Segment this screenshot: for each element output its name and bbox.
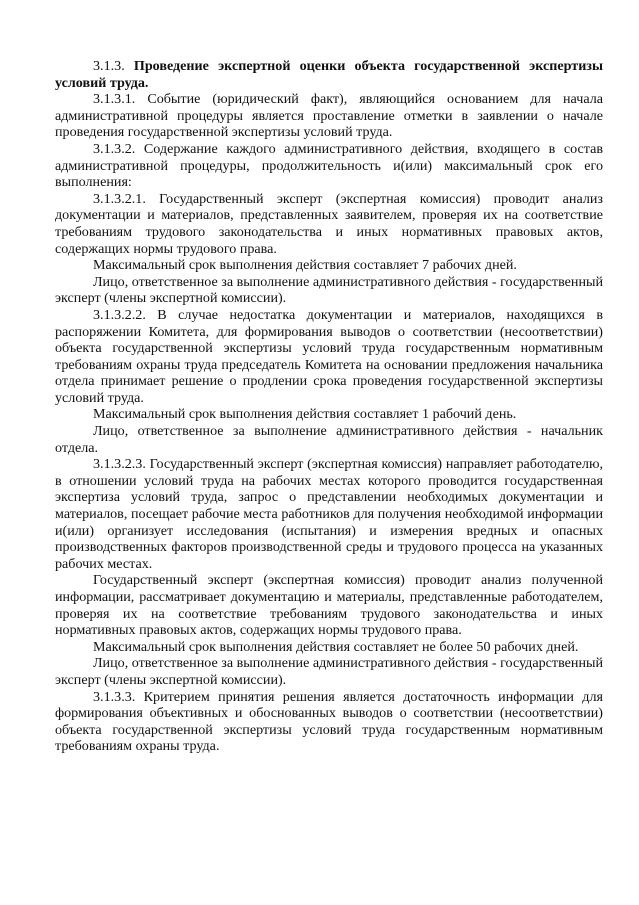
paragraph: 3.1.3.2. Содержание каждого административного действия, входящего в состав административной процедуры, продолжительность и(или) максимальный срок его выполнения: bbox=[55, 140, 603, 191]
paragraph: 3.1.3.2.2. В случае недостатка документации и материалов, находящихся в распоряжении Комитета, для формирования выводов о соответствии (несоответствии) объекта государственной экспертизы условий труда государственным нормативным требованиям охраны труда председатель Комитета на основании предложения начальника отдела принимает решение о продлении срока проведения государственной экспертизы условий труда. bbox=[55, 306, 603, 406]
paragraph: Максимальный срок выполнения действия составляет 7 рабочих дней. bbox=[93, 257, 517, 274]
paragraph: 3.1.3.2.3. Государственный эксперт (экспертная комиссия) направляет работодателю, в отношении условий труда на рабочих местах которого проводится государственная экспертиза условий труда, запрос о представлении необходимых документации и материалов, посещает рабочие места работников для получения необходимой информации и(или) организует исследования (испытания) и измерения вредных и опасных производственных факторов производственной среды и трудового процесса на указанных рабочих местах. bbox=[55, 456, 603, 572]
paragraph: Максимальный срок выполнения действия составляет не более 50 рабочих дней. bbox=[93, 638, 579, 655]
paragraph: Лицо, ответственное за выполнение административного действия - государственный эксперт (члены экспертной комиссии). bbox=[55, 273, 603, 307]
paragraph: Государственный эксперт (экспертная комиссия) проводит анализ полученной информации, рассматривает документацию и материалы, представленные работодателем, проверяя их на соответствие требованиям трудового законодательства и иных нормативных правовых актов, содержащих нормы трудового права. bbox=[55, 572, 603, 639]
paragraph: 3.1.3.1. Событие (юридический факт), являющийся основанием для начала административной процедуры является проставление отметки в заявлении о начале проведения государственной экспертизы условий труда. bbox=[55, 91, 603, 141]
paragraph: Максимальный срок выполнения действия составляет 1 рабочий день. bbox=[93, 406, 517, 423]
paragraph: Лицо, ответственное за выполнение административного действия - государственный эксперт (члены экспертной комиссии). bbox=[55, 655, 603, 688]
section-heading bbox=[55, 58, 603, 91]
heading-title: Проведение экспертной оценки объекта государственной экспертизы условий труда. bbox=[55, 58, 603, 91]
document-page bbox=[55, 58, 603, 755]
paragraph: Лицо, ответственное за выполнение административного действия - начальник отдела. bbox=[55, 423, 603, 456]
heading-number: 3.1.3. bbox=[93, 58, 125, 74]
paragraph: 3.1.3.3. Критерием принятия решения является достаточность информации для формирования объективных и обоснованных выводов о соответствии (несоответствии) объекта государственной экспертизы условий труда государственным нормативным требованиям охраны труда. bbox=[55, 688, 603, 755]
paragraph: 3.1.3.2.1. Государственный эксперт (экспертная комиссия) проводит анализ документации и материалов, представленных заявителем, проверяя их на соответствие требованиям трудового законодательства и иных нормативных правовых актов, содержащих нормы трудового права. bbox=[55, 190, 603, 257]
